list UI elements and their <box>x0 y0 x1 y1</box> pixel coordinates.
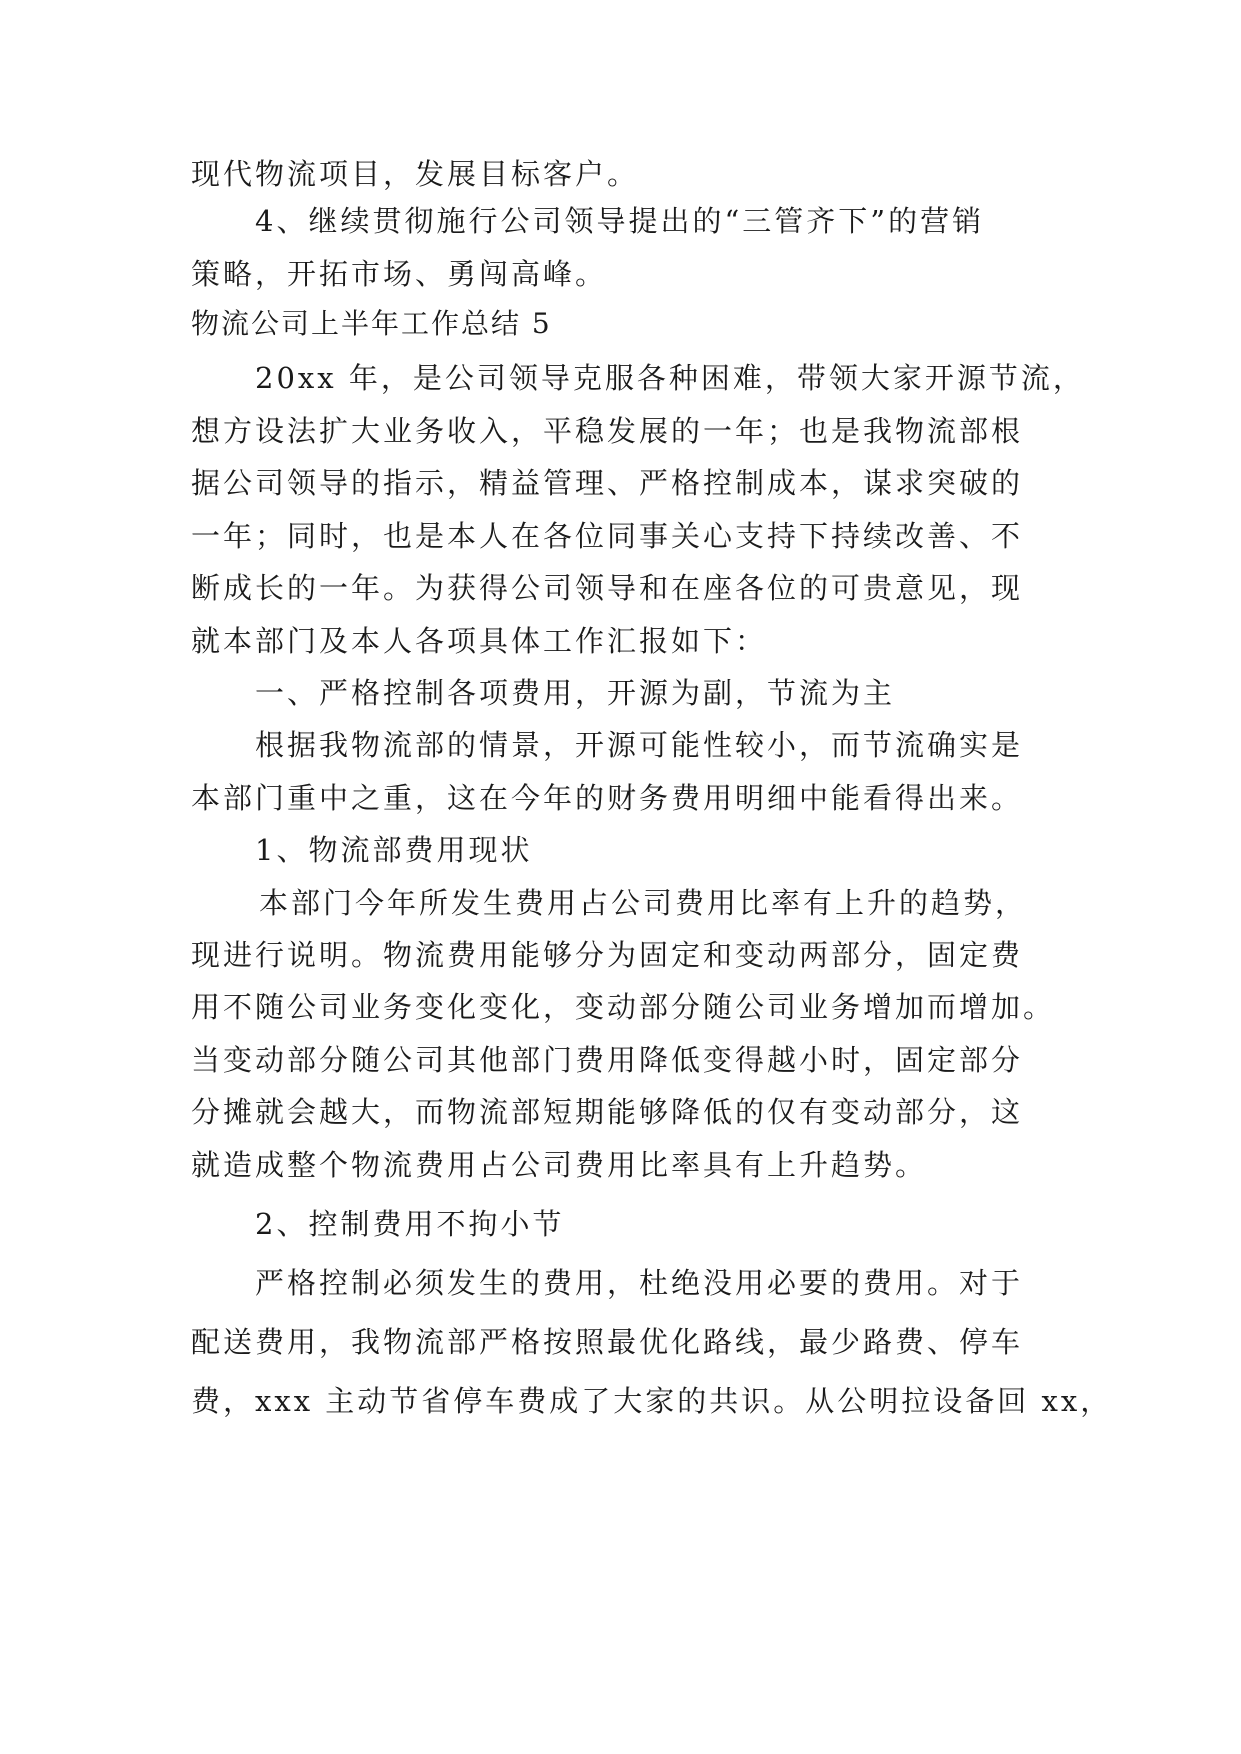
text-line: 分摊就会越大，而物流部短期能够降低的仅有变动部分，这 <box>191 1095 1024 1129</box>
text-line: 用不随公司业务变化变化，变动部分随公司业务增加而增加。 <box>191 990 1056 1024</box>
text-line: 20xx 年，是公司领导克服各种困难，带领大家开源节流， <box>255 361 1085 395</box>
text-line: 策略，开拓市场、勇闯高峰。 <box>191 257 608 291</box>
subheading: 2、控制费用不拘小节 <box>255 1207 565 1241</box>
text-line: 断成长的一年。为获得公司领导和在座各位的可贵意见，现 <box>191 571 1024 605</box>
text-line: 当变动部分随公司其他部门费用降低变得越小时，固定部分 <box>191 1043 1024 1077</box>
text-line: 本部门重中之重，这在今年的财务费用明细中能看得出来。 <box>191 781 1024 815</box>
text-line: 现代物流项目，发展目标客户。 <box>191 157 640 191</box>
text-line: 据公司领导的指示，精益管理、严格控制成本，谋求突破的 <box>191 466 1024 500</box>
text-line: 4、继续贯彻施行公司领导提出的“三管齐下”的营销 <box>255 204 985 238</box>
text-line: 费，xxx 主动节省停车费成了大家的共识。从公明拉设备回 xx， <box>191 1384 1113 1418</box>
text-line: 想方设法扩大业务收入，平稳发展的一年；也是我物流部根 <box>191 414 1024 448</box>
text-line: 配送费用，我物流部严格按照最优化路线，最少路费、停车 <box>191 1325 1024 1359</box>
text-line: 根据我物流部的情景，开源可能性较小，而节流确实是 <box>255 728 1024 762</box>
text-line: 就造成整个物流费用占公司费用比率具有上升趋势。 <box>191 1148 928 1182</box>
text-line: 现进行说明。物流费用能够分为固定和变动两部分，固定费 <box>191 938 1024 972</box>
text-line: 严格控制必须发生的费用，杜绝没用必要的费用。对于 <box>255 1266 1024 1300</box>
subheading: 1、物流部费用现状 <box>255 833 533 867</box>
section-heading: 物流公司上半年工作总结 5 <box>191 307 552 340</box>
text-line: 本部门今年所发生费用占公司费用比率有上升的趋势， <box>259 886 1028 920</box>
subheading: 一、严格控制各项费用，开源为副，节流为主 <box>255 676 896 710</box>
text-line: 一年；同时，也是本人在各位同事关心支持下持续改善、不 <box>191 519 1024 553</box>
text-line: 就本部门及本人各项具体工作汇报如下： <box>191 624 768 658</box>
